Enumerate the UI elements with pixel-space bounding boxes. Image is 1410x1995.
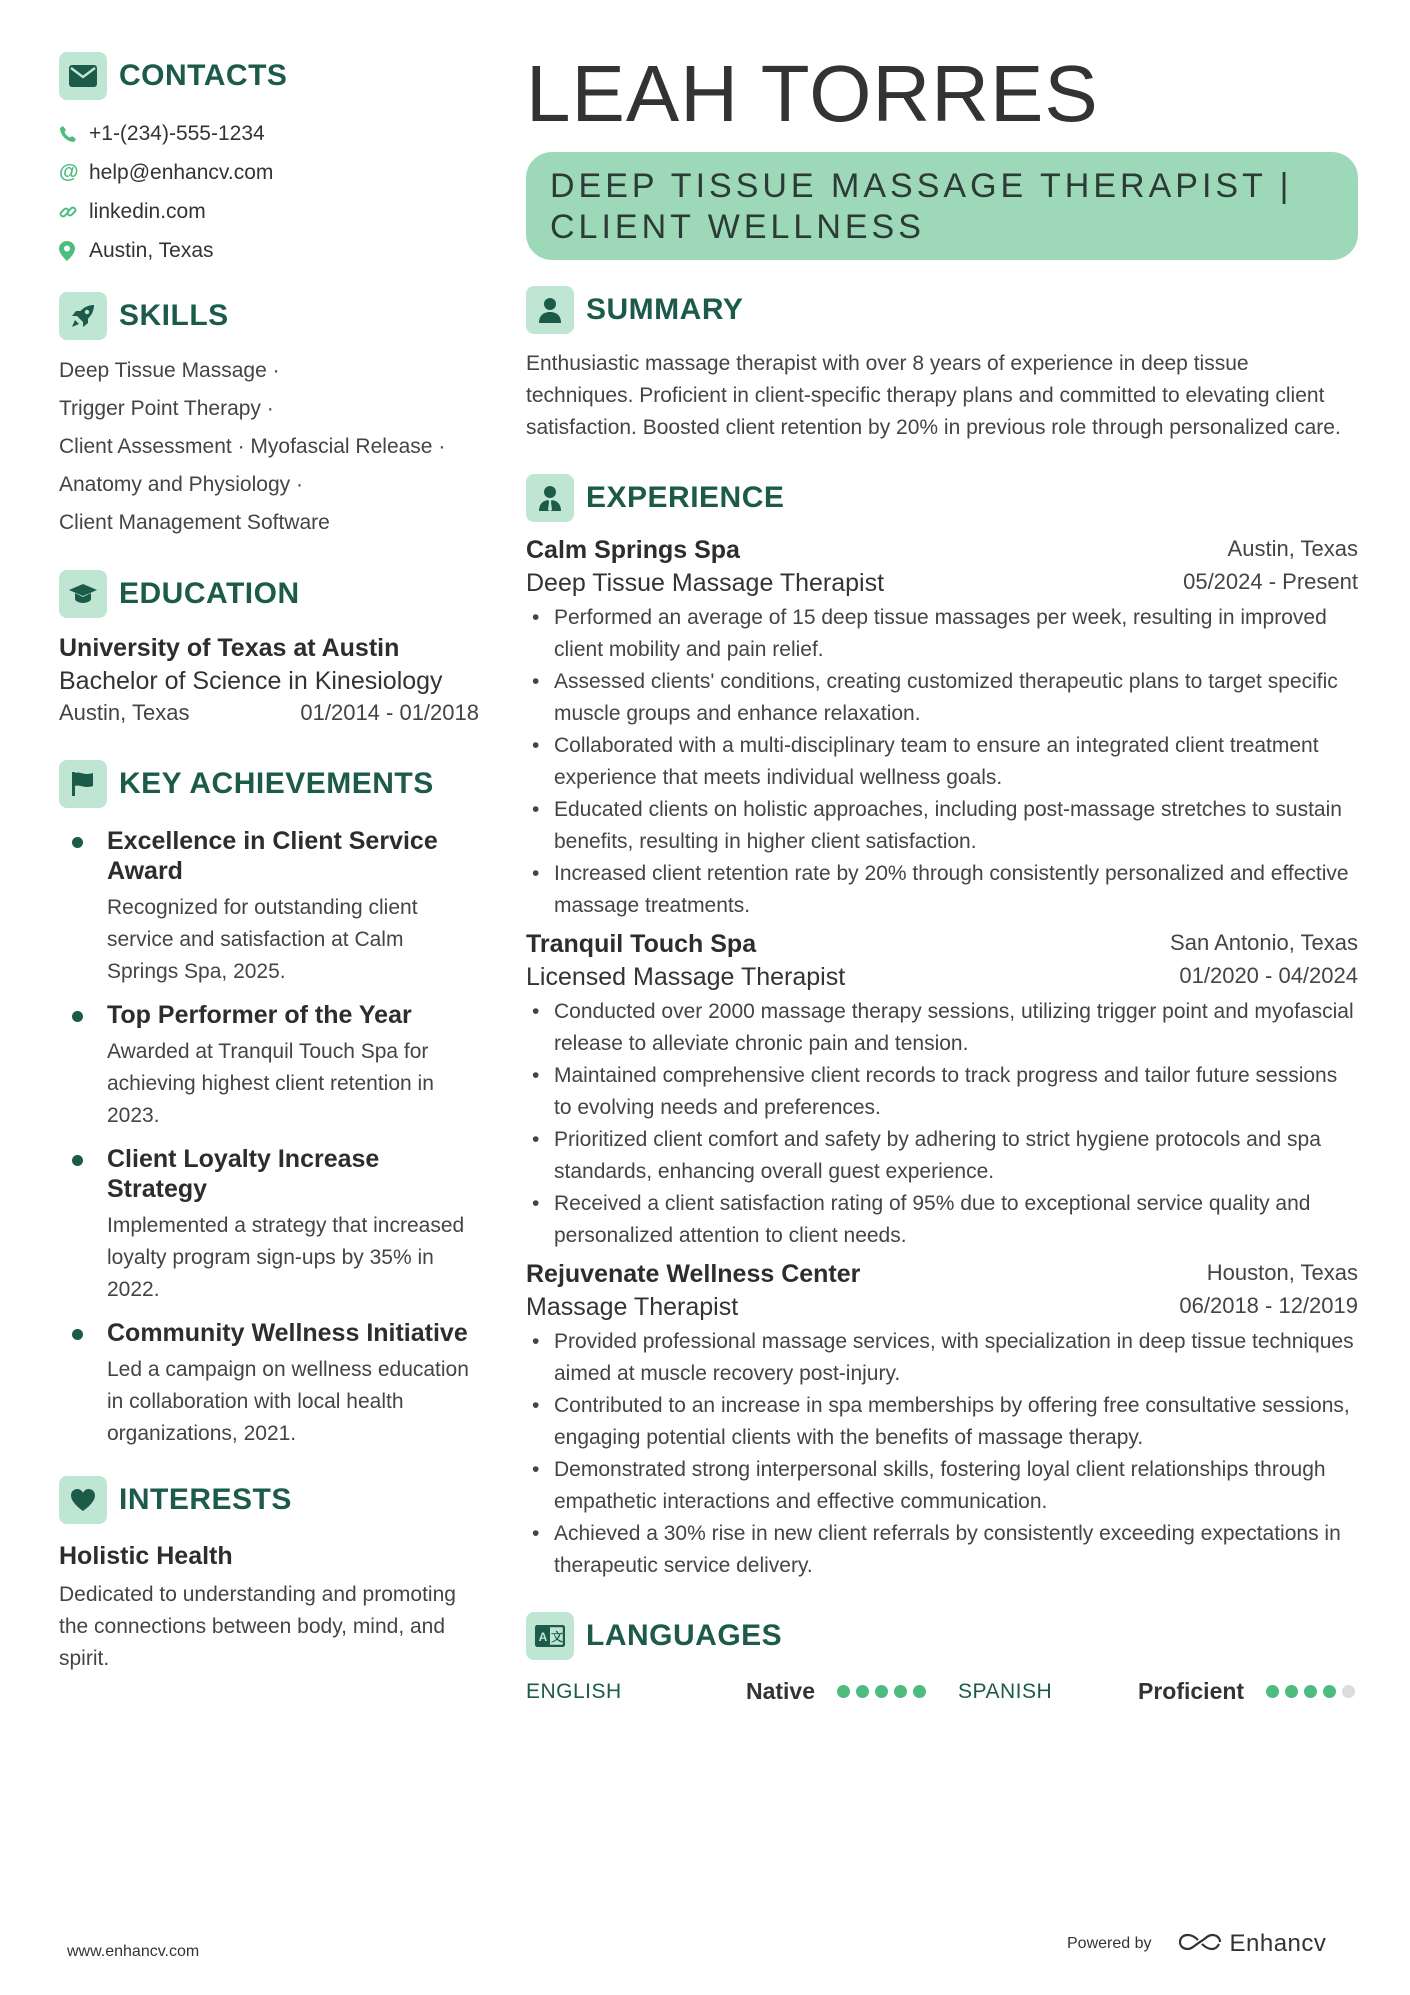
job-bullet: • Educated clients on holistic approaches, including post-massage stretches to sustain benefits, resulting in higher client satisfaction. — [526, 794, 1358, 858]
job-bullet: • Increased client retention rate by 20% through consistently personalized and effective massage treatments. — [526, 858, 1358, 922]
achievement-item — [59, 1318, 479, 1450]
job-company: Rejuvenate Wellness Center — [526, 1260, 861, 1288]
proficiency-dot-filled — [856, 1685, 869, 1698]
job-role: Deep Tissue Massage Therapist — [526, 569, 885, 597]
envelope-icon — [59, 52, 107, 100]
interest-entry — [59, 1542, 479, 1675]
summary-header — [526, 286, 1358, 334]
language-dots — [837, 1685, 926, 1698]
languages-title: LANGUAGES — [586, 1619, 783, 1652]
briefcase-person-icon — [526, 474, 574, 522]
achievement-desc: Awarded at Tranquil Touch Spa for achieving highest client retention in 2023. — [107, 1040, 434, 1127]
skill-line: Deep Tissue Massage · — [59, 359, 280, 382]
proficiency-dot-filled — [894, 1685, 907, 1698]
powered-by-label: Powered by — [1067, 1935, 1152, 1952]
footer-branding[interactable] — [1067, 1930, 1326, 1958]
achievement-title: Top Performer of the Year — [107, 1001, 412, 1029]
bullet-dot — [59, 1144, 107, 1306]
flag-icon — [59, 760, 107, 808]
languages-header — [526, 1612, 1358, 1660]
graduation-cap-icon — [59, 570, 107, 618]
achievement-title: Excellence in Client Service Award — [107, 827, 438, 885]
achievements-header — [59, 760, 479, 808]
proficiency-dot-filled — [1304, 1685, 1317, 1698]
phone-icon — [59, 125, 85, 143]
job-entry — [526, 536, 1358, 922]
contact-phone[interactable] — [59, 114, 479, 153]
achievement-title: Client Loyalty Increase Strategy — [107, 1145, 380, 1203]
job-bullet: • Conducted over 2000 massage therapy sessions, utilizing trigger point and myofascial release to alleviate chronic pain and tension. — [526, 996, 1358, 1060]
location-text: Austin, Texas — [89, 238, 214, 262]
interest-title: Holistic Health — [59, 1542, 233, 1570]
right-column — [526, 49, 1358, 1705]
achievement-desc: Recognized for outstanding client service and satisfaction at Calm Springs Spa, 2025. — [107, 896, 418, 983]
bullet-dot — [59, 826, 107, 988]
job-bullets — [526, 1326, 1358, 1582]
rocket-icon — [59, 292, 107, 340]
achievements-list — [59, 826, 479, 1450]
link-text: linkedin.com — [89, 199, 206, 223]
skills-header — [59, 292, 479, 340]
skills-title: SKILLS — [119, 299, 229, 332]
education-title: EDUCATION — [119, 577, 300, 610]
email-text: help@enhancv.com — [89, 160, 274, 184]
job-bullet: • Performed an average of 15 deep tissue massages per week, resulting in improved client mobility and pain relief. — [526, 602, 1358, 666]
achievement-item — [59, 1000, 479, 1132]
education-dates: 01/2014 - 01/2018 — [300, 700, 479, 725]
language-dots — [1266, 1685, 1355, 1698]
education-school: University of Texas at Austin — [59, 634, 400, 662]
contacts-header — [59, 52, 479, 100]
achievement-title: Community Wellness Initiative — [107, 1319, 468, 1347]
job-bullet: • Maintained comprehensive client records to track progress and tailor future sessions to evolving needs and preferences. — [526, 1060, 1358, 1124]
location-pin-icon — [59, 241, 85, 261]
candidate-name: LEAH TORRES — [526, 49, 1099, 138]
proficiency-dot-empty — [1342, 1685, 1355, 1698]
footer-url[interactable]: www.enhancv.com — [67, 1943, 200, 1960]
proficiency-dot-filled — [875, 1685, 888, 1698]
svg-text:A: A — [538, 1630, 548, 1644]
job-company: Calm Springs Spa — [526, 536, 740, 564]
skill-line: Client Management Software — [59, 511, 330, 534]
skill-line: Anatomy and Physiology · — [59, 473, 303, 496]
job-role: Massage Therapist — [526, 1293, 739, 1321]
summary-text: Enthusiastic massage therapist with over 8 years of experience in deep tissue techniques. Proficient in client-specific therapy plans and committed to elevating client satisfaction. Boosted client retention by 20% in previous role through personalized care. — [526, 352, 1341, 439]
education-degree: Bachelor of Science in Kinesiology — [59, 667, 443, 695]
contact-link[interactable] — [59, 192, 479, 231]
person-icon — [526, 286, 574, 334]
job-entry — [526, 1260, 1358, 1582]
experience-header — [526, 474, 1358, 522]
bullet-dot — [59, 1000, 107, 1132]
achievement-desc: Led a campaign on wellness education in collaboration with local health organizations, 2021. — [107, 1358, 469, 1445]
job-company: Tranquil Touch Spa — [526, 930, 757, 958]
language-item — [958, 1678, 1355, 1705]
job-entry — [526, 930, 1358, 1252]
language-icon — [526, 1612, 574, 1660]
proficiency-dot-filled — [837, 1685, 850, 1698]
job-role: Licensed Massage Therapist — [526, 963, 846, 991]
svg-text:文: 文 — [550, 1630, 564, 1644]
job-bullet: • Assessed clients' conditions, creating customized therapeutic plans to target specific muscle groups and enhance relaxation. — [526, 666, 1358, 730]
achievement-item — [59, 1144, 479, 1306]
experience-title: EXPERIENCE — [586, 481, 785, 514]
achievements-title: KEY ACHIEVEMENTS — [119, 767, 434, 800]
job-dates: 01/2020 - 04/2024 — [1179, 963, 1358, 988]
language-level: Proficient — [1138, 1678, 1245, 1704]
job-location: Austin, Texas — [1227, 536, 1358, 561]
headline-box: DEEP TISSUE MASSAGE THERAPIST | CLIENT WELLNESS — [526, 152, 1358, 260]
phone-text: +1-(234)-555-1234 — [89, 121, 265, 145]
job-bullets — [526, 602, 1358, 922]
skill-line: Trigger Point Therapy · — [59, 397, 274, 420]
skill-line: Client Assessment · Myofascial Release · — [59, 435, 446, 458]
language-level: Native — [745, 1678, 815, 1704]
skills-list — [59, 352, 479, 542]
languages-row — [526, 1678, 1358, 1705]
contact-email[interactable] — [59, 153, 479, 192]
job-bullet: • Demonstrated strong interpersonal skills, fostering loyal client relationships through empathetic interactions and effective communication. — [526, 1454, 1358, 1518]
brand-name: Enhancv — [1229, 1930, 1327, 1957]
proficiency-dot-filled — [913, 1685, 926, 1698]
heart-icon — [59, 1476, 107, 1524]
bullet-dot — [59, 1318, 107, 1450]
proficiency-dot-filled — [1323, 1685, 1336, 1698]
link-icon — [59, 203, 85, 221]
language-item — [526, 1678, 926, 1705]
job-bullet: • Contributed to an increase in spa memberships by offering free consultative sessions, engaging potential clients with the benefits of massage therapy. — [526, 1390, 1358, 1454]
interests-header — [59, 1476, 479, 1524]
job-bullet: • Received a client satisfaction rating of 95% due to exceptional service quality and personalized attention to client needs. — [526, 1188, 1358, 1252]
language-name: SPANISH — [958, 1679, 1053, 1703]
summary-title: SUMMARY — [586, 293, 744, 326]
achievement-desc: Implemented a strategy that increased loyalty program sign-ups by 35% in 2022. — [107, 1214, 465, 1301]
contacts-title: CONTACTS — [119, 59, 288, 92]
job-dates: 05/2024 - Present — [1183, 569, 1358, 594]
job-bullets — [526, 996, 1358, 1252]
education-location: Austin, Texas — [59, 700, 190, 725]
proficiency-dot-filled — [1285, 1685, 1298, 1698]
left-column — [59, 52, 479, 1675]
job-bullet: • Achieved a 30% rise in new client referrals by consistently exceeding expectations in therapeutic service delivery. — [526, 1518, 1358, 1582]
language-name: ENGLISH — [526, 1679, 622, 1703]
interest-desc: Dedicated to understanding and promoting the connections between body, mind, and spirit. — [59, 1583, 456, 1670]
contact-location — [59, 231, 479, 270]
achievement-item — [59, 826, 479, 988]
interests-title: INTERESTS — [119, 1483, 292, 1516]
education-entry — [59, 634, 479, 726]
job-bullet: • Prioritized client comfort and safety by adhering to strict hygiene protocols and spa standards, enhancing overall guest experience. — [526, 1124, 1358, 1188]
job-dates: 06/2018 - 12/2019 — [1179, 1293, 1358, 1318]
job-bullet: • Collaborated with a multi-disciplinary team to ensure an integrated client treatment experience that meets individual wellness goals. — [526, 730, 1358, 794]
proficiency-dot-filled — [1266, 1685, 1279, 1698]
at-icon: @ — [59, 161, 79, 183]
job-location: San Antonio, Texas — [1170, 930, 1358, 955]
job-bullet: • Provided professional massage services, with specialization in deep tissue techniques aimed at muscle recovery post-injury. — [526, 1326, 1358, 1390]
job-location: Houston, Texas — [1206, 1260, 1358, 1285]
enhancv-logo-icon — [1178, 1931, 1222, 1958]
education-header — [59, 570, 479, 618]
